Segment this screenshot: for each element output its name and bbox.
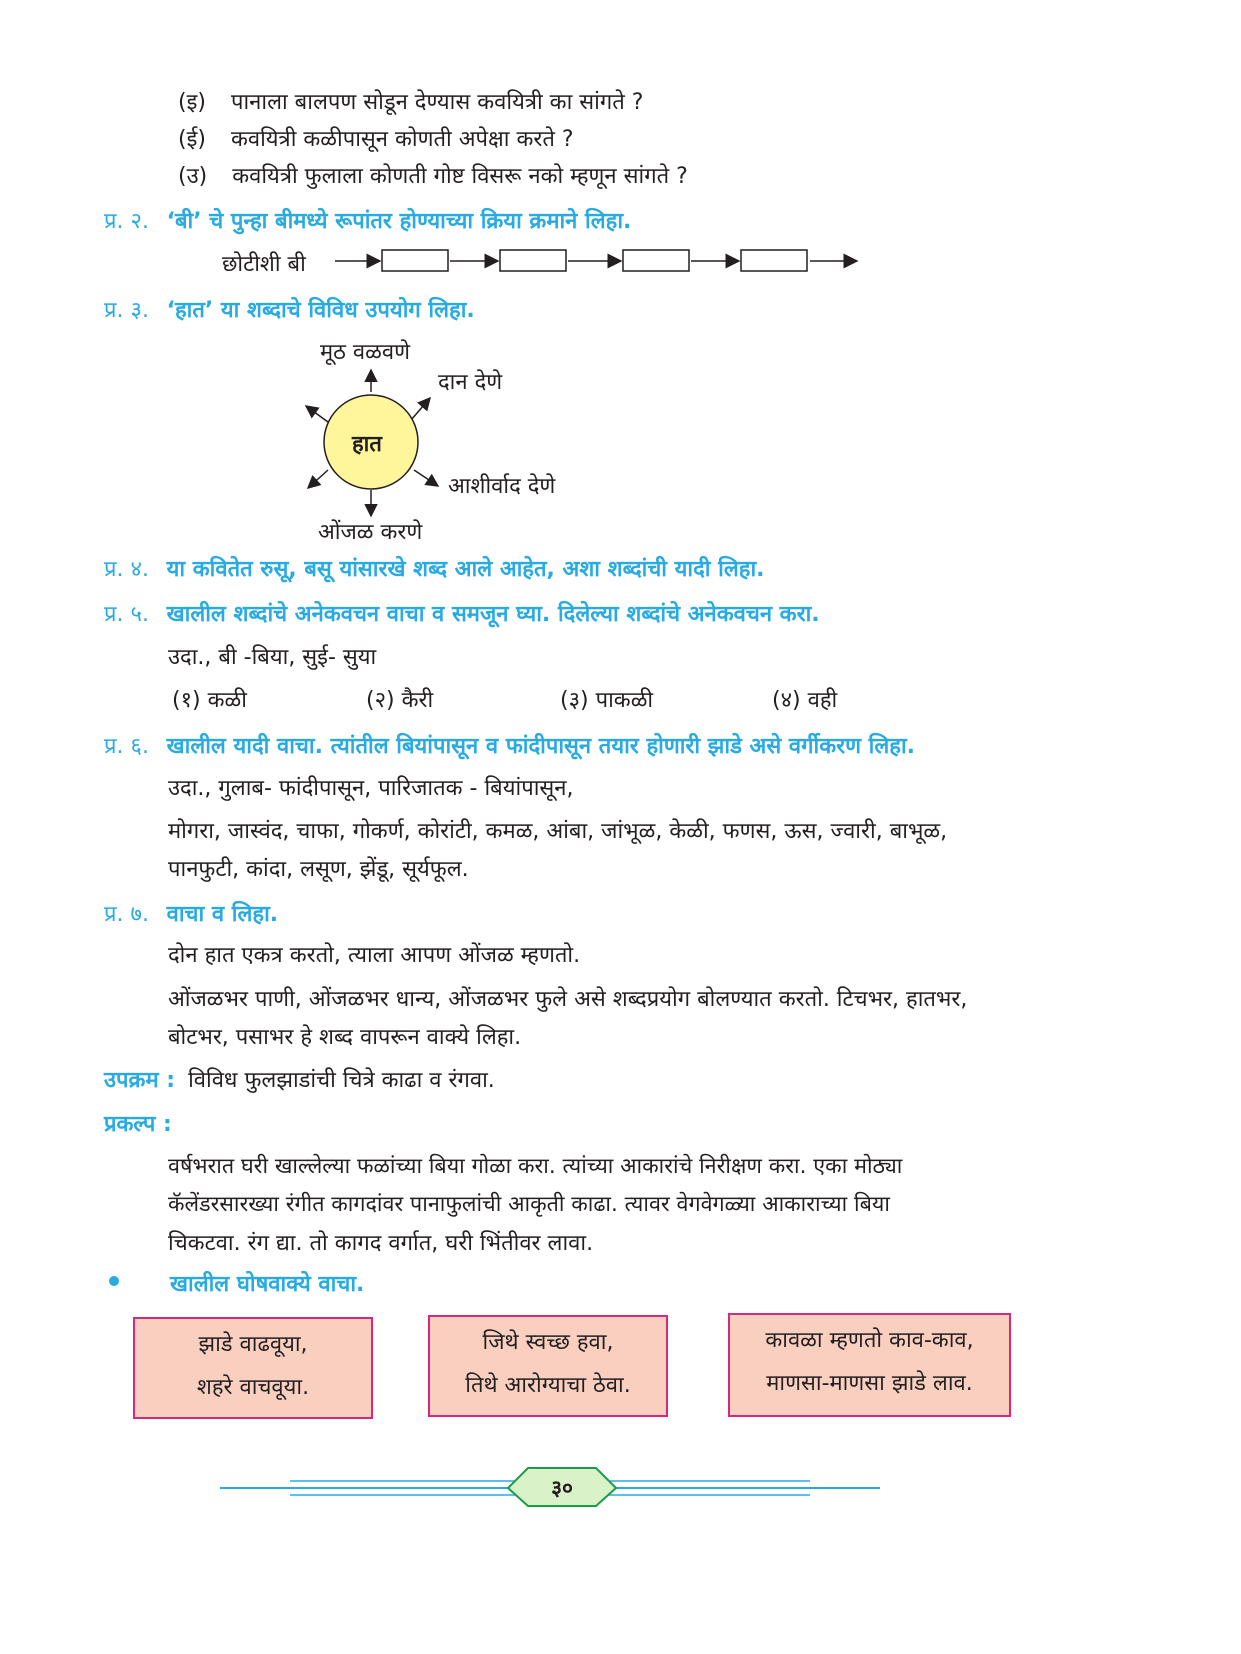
q5-item: (३) पाकळी <box>560 688 654 713</box>
question-text: ‘बी’ चे पुन्हा बीमध्ये रूपांतर होण्याच्या क्रिया क्रमाने लिहा. <box>166 209 632 234</box>
slogan-line: तिथे आरोग्याचा ठेवा. <box>465 1373 631 1398</box>
question-7 <box>104 898 278 928</box>
slogan-box <box>133 1317 373 1419</box>
q1-item-number: (इ) <box>178 90 206 115</box>
slogans-heading: खालील घोषवाक्ये वाचा. <box>170 1272 365 1297</box>
slogan-line: माणसा-माणसा झाडे लाव. <box>766 1371 973 1396</box>
sequence-diagram <box>330 248 870 278</box>
question-text: खालील शब्दांचे अनेकवचन वाचा व समजून घ्या. दिलेल्या शब्दांचे अनेकवचन करा. <box>166 602 820 627</box>
question-number: प्र. ३. <box>104 298 149 323</box>
slogan-line: झाडे वाढवूया, <box>198 1332 308 1357</box>
activity-label: उपक्रम : <box>104 1068 176 1093</box>
q7-line: दोन हात एकत्र करतो, त्याला आपण ओंजळ म्हणतो. <box>168 943 581 968</box>
diagram-label-daan: दान देणे <box>438 370 503 395</box>
q1-item-iii <box>178 160 688 190</box>
question-number: प्र. ५. <box>104 602 149 627</box>
sequence-box <box>741 250 807 271</box>
q1-item-text: कवयित्री कळीपासून कोणती अपेक्षा करते ? <box>230 127 574 152</box>
project-line: कॅलेंडरसारख्या रंगीत कागदांवर पानाफुलांची आकृती काढा. त्यावर वेगवेगळ्या आकाराच्या बिया <box>168 1192 890 1217</box>
question-number: प्र. ७. <box>104 902 149 927</box>
sequence-start-label: छोटीशी बी <box>222 252 306 277</box>
question-number: प्र. ४. <box>104 557 149 582</box>
project-line: चिकटवा. रंग द्या. तो कागद वर्गात, घरी भिंतीवर लावा. <box>168 1231 594 1256</box>
diagram-arrow <box>411 398 430 420</box>
project-line: वर्षभरात घरी खाल्लेल्या फळांच्या बिया गोळा करा. त्यांच्या आकारांचे निरीक्षण करा. एका मोठ्या <box>168 1154 903 1179</box>
question-number: प्र. ६. <box>104 734 149 759</box>
sequence-box <box>500 250 566 271</box>
diagram-label-muth: मूठ वळवणे <box>320 340 411 365</box>
question-5 <box>104 598 820 628</box>
slogan-box <box>428 1315 668 1417</box>
diagram-arrow <box>306 406 328 422</box>
q5-item: (२) कैरी <box>366 688 434 713</box>
q5-example: उदा., बी -बिया, सुई- सुया <box>168 645 377 670</box>
page-number: ३० <box>551 1476 573 1500</box>
question-3 <box>104 294 475 324</box>
project-label: प्रकल्प : <box>104 1112 172 1137</box>
question-text: खालील यादी वाचा. त्यांतील बियांपासून व फांदीपासून तयार होणारी झाडे असे वर्गीकरण लिहा. <box>166 734 916 759</box>
q7-line: बोटभर, पसाभर हे शब्द वापरून वाक्ये लिहा. <box>168 1025 522 1050</box>
q6-list-line: पानफुटी, कांदा, लसूण, झेंडू, सूर्यफूल. <box>168 857 469 882</box>
activity <box>104 1064 495 1094</box>
diagram-label-aashirvaad: आशीर्वाद देणे <box>448 474 556 499</box>
diagram-arrow <box>308 470 328 488</box>
q7-line: ओंजळभर पाणी, ओंजळभर धान्य, ओंजळभर फुले असे शब्दप्रयोग बोलण्यात करतो. टिचभर, हातभर, <box>168 987 968 1012</box>
q5-item: (१) कळी <box>172 688 247 713</box>
slogan-line: कावळा म्हणतो काव-काव, <box>765 1328 974 1353</box>
q1-item-text: कवयित्री फुलाला कोणती गोष्ट विसरू नको म्हणून सांगते ? <box>232 164 688 189</box>
question-number: प्र. २. <box>104 209 149 234</box>
q1-item-text: पानाला बालपण सोडून देण्यास कवयित्री का सांगते ? <box>230 90 644 115</box>
q1-item-number: (उ) <box>178 164 208 189</box>
q1-item-i <box>178 86 643 116</box>
question-text: या कवितेत रुसू, बसू यांसारखे शब्द आले आहेत, अशा शब्दांची यादी लिहा. <box>166 557 765 582</box>
q1-item-ii <box>178 123 574 153</box>
slogan-box <box>728 1313 1011 1417</box>
bullet-dot <box>109 1276 119 1286</box>
sequence-box <box>382 250 448 271</box>
q6-example: उदा., गुलाब- फांदीपासून, पारिजातक - बियांपासून, <box>168 776 574 801</box>
activity-text: विविध फुलझाडांची चित्रे काढा व रंगवा. <box>188 1068 495 1093</box>
diagram-center-label: हात <box>352 432 382 457</box>
slogan-line: शहरे वाचवूया. <box>196 1375 310 1400</box>
sequence-box <box>623 250 689 271</box>
diagram-arrow <box>414 470 438 486</box>
question-4 <box>104 553 765 583</box>
q1-item-number: (ई) <box>178 127 206 152</box>
question-text: वाचा व लिहा. <box>166 902 279 927</box>
q6-list-line: मोगरा, जास्वंद, चाफा, गोकर्ण, कोरांटी, कमळ, आंबा, जांभूळ, केळी, फणस, ऊस, ज्वारी, बाभूळ, <box>168 819 948 844</box>
q5-item: (४) वही <box>772 688 838 713</box>
question-text: ‘हात’ या शब्दाचे विविध उपयोग लिहा. <box>166 298 475 323</box>
question-2 <box>104 205 631 235</box>
question-6 <box>104 730 915 760</box>
diagram-label-onjal: ओंजळ करणे <box>318 520 423 545</box>
slogan-line: जिथे स्वच्छ हवा, <box>482 1330 614 1355</box>
